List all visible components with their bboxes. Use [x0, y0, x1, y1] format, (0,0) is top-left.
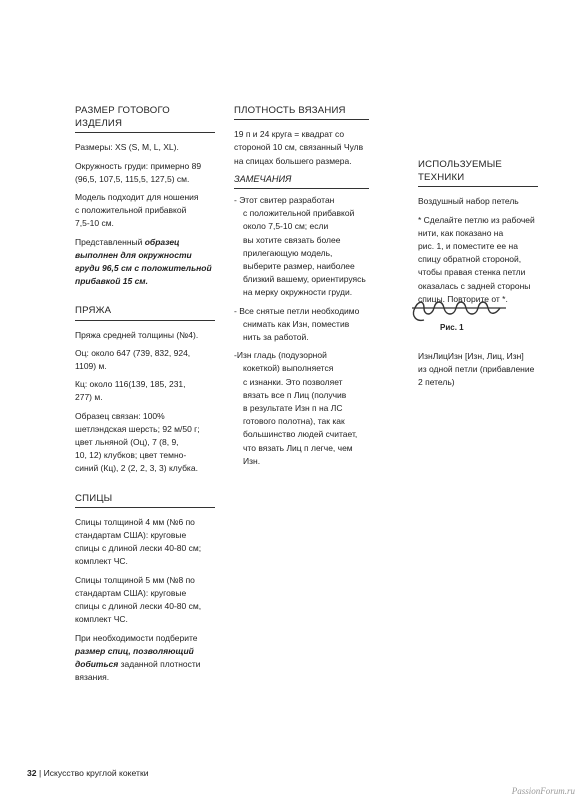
fit-text: Модель подходит для ношения с положительной прибавкой 7,5-10 см. — [75, 192, 199, 229]
yarn-heading: ПРЯЖА — [75, 304, 215, 320]
adjust-bold: размер спиц, позволяющий добиться — [75, 645, 194, 669]
footer-separator: | — [36, 768, 44, 778]
needles-5mm: Спицы толщиной 5 мм (№8 по стандартам США): круговые спицы с длиной лески 40-80 см, комплект ЧС. — [75, 574, 202, 625]
adjust-text — [75, 632, 215, 685]
sample-text-bold: образец выполнен для окружности груди 96,5 см с положительной прибавкой 15 см. — [75, 236, 212, 287]
watermark: PassionForum.ru — [511, 786, 575, 796]
adjust-post: заданной плотности вязания. — [75, 658, 201, 683]
page-footer — [27, 768, 149, 778]
figure-1-illustration — [410, 296, 510, 336]
column-left — [75, 104, 215, 689]
figure-label: Рис. 1 — [440, 323, 464, 332]
sizes-text: Размеры: XS (S, M, L, XL). — [75, 142, 179, 153]
yarn-sample: Образец связан: 100% шетлэндская шерсть; 92 м/50 г; цвет льняной (Оц), 7 (8, 9, 10, 12) клубков; цвет темно- синий (Кц), 2 (2, 2, 3, 3) клубка. — [75, 410, 200, 474]
column-right — [418, 158, 538, 311]
sample-text — [75, 236, 215, 289]
notes-heading: ЗАМЕЧАНИЯ — [234, 173, 369, 189]
yarn-type: Пряжа средней толщины (№4). — [75, 329, 199, 340]
working-yarn — [413, 310, 424, 320]
sample-text-plain: Представленный — [75, 236, 145, 247]
rib-text: ИзнЛицИзн [Изн, Лиц, Изн] из одной петли (прибавление 2 петель) — [418, 351, 535, 388]
book-title: Искусство круглой кокетки — [43, 768, 149, 778]
cast-on-text: * Сделайте петлю из рабочей нити, как показано на рис. 1, и поместите ее на спицу обратной стороной, чтобы правая стенка петли оказалась с задней стороны спицы. Повторите от *. — [418, 214, 535, 304]
adjust-pre: При необходимости подберите — [75, 632, 198, 643]
note-2: - Все снятые петли необходимо снимать как Изн, поместив нить за работой. — [234, 305, 360, 343]
page-number: 32 — [27, 768, 37, 778]
size-heading: РАЗМЕР ГОТОВОГО ИЗДЕЛИЯ — [75, 104, 215, 133]
note-3: -Изн гладь (подузорной кокеткой) выполняется с изнанки. Это позволяет вязать все п Лиц (получив в результате Изн п на ЛС готового полотна), так как большинство людей считает, что вязать Лиц п легче, чем Изн. — [234, 350, 358, 466]
rib-section — [418, 350, 548, 395]
gauge-heading: ПЛОТНОСТЬ ВЯЗАНИЯ — [234, 104, 369, 120]
note-1: - Этот свитер разработан с положительной прибавкой около 7,5-10 см; если вы хотите связать более прилегающую модель, выберите размер, наиболее близкий вашему, ориентируясь на мерку окружности груди. — [234, 195, 366, 298]
needles-4mm: Спицы толщиной 4 мм (№6 по стандартам США): круговые спицы с длиной лески 40-80 см; комплект ЧС. — [75, 516, 202, 567]
yarn-kc: Кц: около 116(139, 185, 231, 277) м. — [75, 379, 186, 403]
techniques-heading: ИСПОЛЬЗУЕМЫЕ ТЕХНИКИ — [418, 158, 538, 187]
cast-on-title: Воздушный набор петель — [418, 196, 519, 207]
yarn-oc: Оц: около 647 (739, 832, 924, 1109) м. — [75, 347, 191, 372]
gauge-text: 19 п и 24 круга = квадрат со стороной 10 см, связанный Чулв на спицах большего размера. — [234, 129, 364, 166]
chest-text: Окружность груди: примерно 89 (96,5, 107,5, 115,5, 127,5) см. — [75, 160, 202, 184]
column-middle — [234, 104, 369, 473]
needles-heading: СПИЦЫ — [75, 492, 215, 508]
